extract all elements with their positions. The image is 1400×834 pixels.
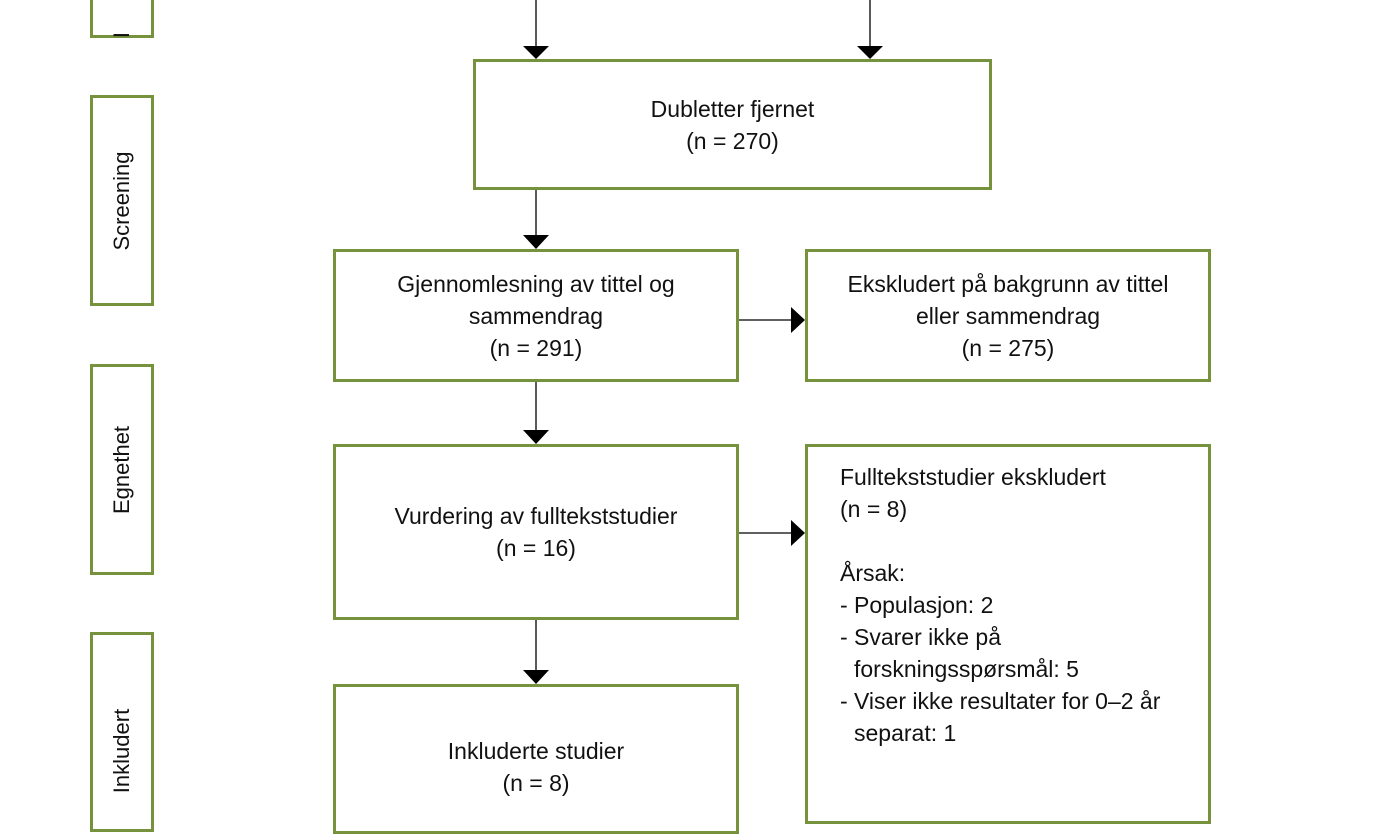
fulltext-excluded-box — [805, 444, 1211, 824]
phase-eligibility-label: Egnethet — [109, 425, 134, 514]
duplicates-removed-box — [473, 59, 992, 190]
fulltext-excluded-count: (n = 8) — [840, 496, 908, 522]
fulltext-assessment-title: Vurdering av fulltekststudier — [394, 503, 678, 529]
duplicates-removed-title: Dubletter fjernet — [650, 95, 815, 122]
phase-identification-label: I — [109, 31, 134, 39]
arrowhead-icon — [523, 46, 549, 59]
exclusion-reasons-list — [840, 589, 1188, 749]
phase-included — [90, 632, 154, 832]
arrowhead-icon — [791, 307, 805, 333]
phase-included-label: Inkludert — [109, 709, 134, 794]
phase-identification — [90, 0, 154, 38]
title-abstract-line1: Gjennomlesning av tittel og — [397, 270, 675, 297]
exclusion-reason: - Viser ikke resultater for 0–2 år separat: 1 — [840, 685, 1188, 749]
title-abstract-line2: sammendrag — [468, 302, 604, 329]
arrowhead-icon — [791, 520, 805, 546]
excluded-title-count: (n = 275) — [961, 334, 1055, 361]
fulltext-excluded-reason-label: Årsak: — [840, 560, 906, 586]
fulltext-assessment-count: (n = 16) — [496, 535, 576, 561]
included-studies-title: Inkluderte studier — [447, 738, 625, 764]
phase-screening-label: Screening — [109, 150, 134, 251]
phase-screening — [90, 95, 154, 306]
arrowhead-icon — [523, 670, 549, 684]
fulltext-excluded-title: Fulltekststudier ekskludert — [840, 464, 1106, 490]
title-abstract-screening-box — [333, 249, 739, 382]
excluded-title-abstract-box — [805, 249, 1211, 382]
title-abstract-count: (n = 291) — [489, 334, 583, 361]
arrowhead-icon — [523, 430, 549, 444]
arrowhead-icon — [523, 235, 549, 249]
exclusion-reason: - Populasjon: 2 — [840, 589, 1188, 621]
included-studies-box — [333, 684, 739, 834]
duplicates-removed-count: (n = 270) — [686, 127, 779, 154]
included-studies-count: (n = 8) — [502, 770, 570, 796]
fulltext-assessment-box — [333, 444, 739, 620]
arrowhead-icon — [857, 46, 883, 59]
excluded-title-line2: eller sammendrag — [915, 302, 1101, 329]
phase-eligibility — [90, 364, 154, 575]
exclusion-reason: - Svarer ikke på forskningsspørsmål: 5 — [840, 621, 1188, 685]
excluded-title-line1: Ekskludert på bakgrunn av tittel — [847, 270, 1169, 297]
